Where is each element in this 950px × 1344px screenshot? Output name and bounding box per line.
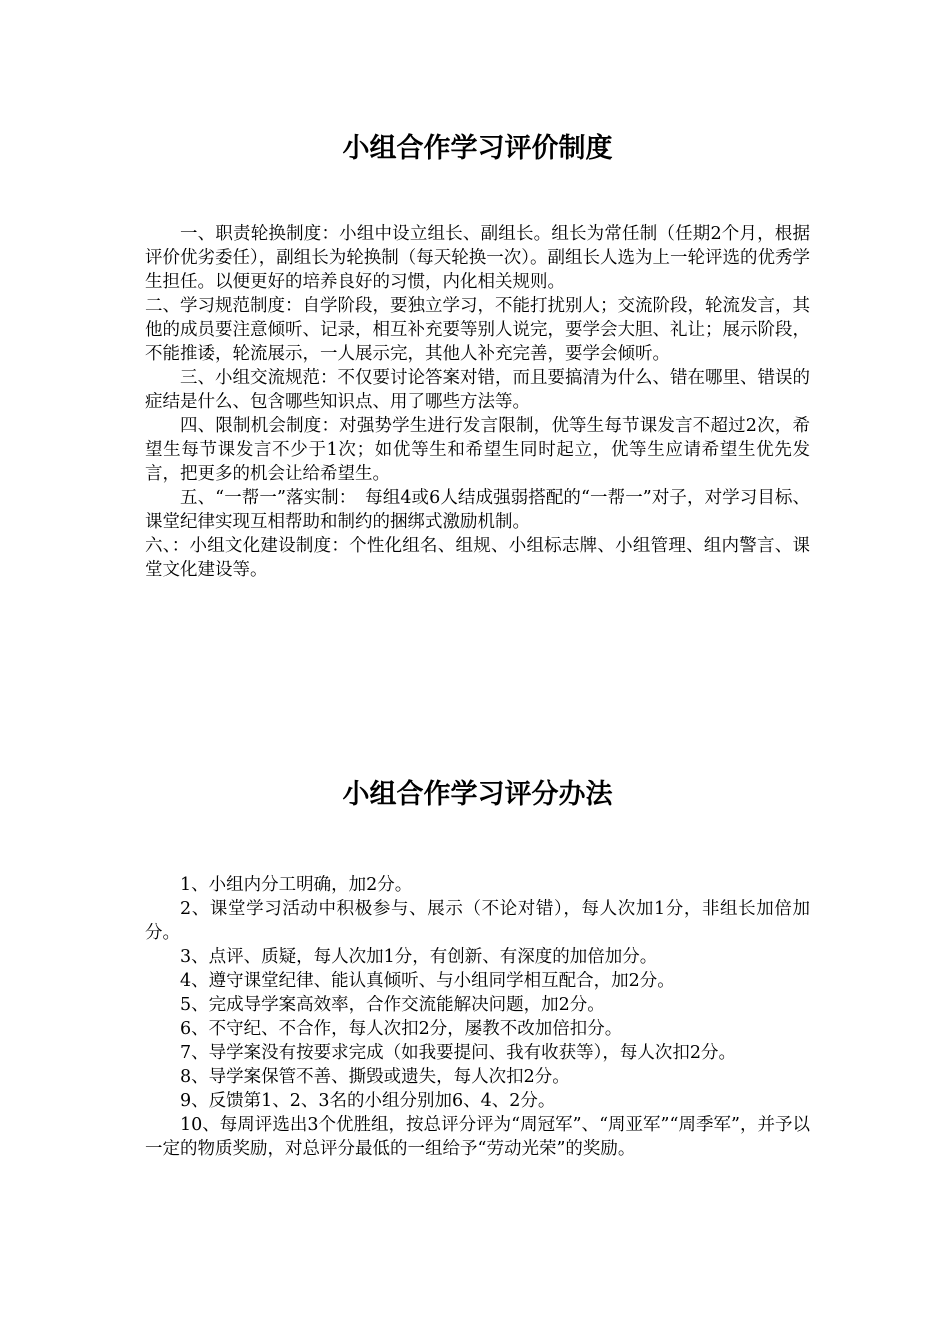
section-title-evaluation-system: 小组合作学习评价制度	[342, 133, 613, 164]
paragraph: 二、学习规范制度：自学阶段，要独立学习，不能打扰别人；交流阶段，轮流发言，其他的成员要注意倾听、记录，相互补充要等别人说完，要学会大胆、礼让；展示阶段，不能推诿，轮流展示，一人展示完，其他人补充完善，要学会倾听。	[145, 296, 810, 364]
list-item: 1、小组内分工明确，加2分。	[180, 875, 413, 895]
document-page	[145, 0, 810, 1344]
list-item: 9、反馈第1、2、3名的小组分别加6、4、2分。	[180, 1091, 556, 1111]
paragraph: 四、限制机会制度：对强势学生进行发言限制，优等生每节课发言不超过2次，希望生每节课发言不少于1次；如优等生和希望生同时起立，优等生应请希望生优先发言，把更多的机会让给希望生。	[145, 416, 810, 484]
paragraph: 三、小组交流规范：不仅要讨论答案对错，而且要搞清为什么、错在哪里、错误的症结是什么、包含哪些知识点、用了哪些方法等。	[145, 368, 810, 412]
paragraph: 六、：小组文化建设制度：个性化组名、组规、小组标志牌、小组管理、组内警言、课堂文化建设等。	[145, 536, 810, 580]
paragraph: 一、职责轮换制度：小组中设立组长、副组长。组长为常任制（任期2个月，根据评价优劣委任），副组长为轮换制（每天轮换一次）。副组长人选为上一轮评选的优秀学生担任。以便更好的培养良好的习惯，内化相关规则。	[145, 224, 810, 292]
list-item: 6、不守纪、不合作，每人次扣2分，屡教不改加倍扣分。	[180, 1019, 623, 1039]
list-item: 5、完成导学案高效率，合作交流能解决问题，加2分。	[180, 995, 605, 1015]
section-body-evaluation-system	[145, 222, 810, 582]
list-item: 10、每周评选出3个优胜组，按总评分评为“周冠军”、“周亚军”“周季军”，并予以一定的物质奖励，对总评分最低的一组给予“劳动光荣”的奖励。	[145, 1115, 810, 1159]
list-item: 3、点评、质疑，每人次加1分，有创新、有深度的加倍加分。	[180, 947, 658, 967]
paragraph: 五、“一帮一”落实制： 每组4或6人结成强弱搭配的“一帮一”对子，对学习目标、课堂纪律实现互相帮助和制约的捆绑式激励机制。	[145, 488, 810, 532]
section-title-scoring-method: 小组合作学习评分办法	[342, 779, 613, 810]
list-item: 4、遵守课堂纪律、能认真倾听、与小组同学相互配合，加2分。	[180, 971, 675, 991]
list-item: 2、课堂学习活动中积极参与、展示（不论对错），每人次加1分，非组长加倍加分。	[145, 899, 810, 943]
list-item: 8、导学案保管不善、撕毁或遗失，每人次扣2分。	[180, 1067, 570, 1087]
list-item: 7、导学案没有按要求完成（如我要提问、我有收获等），每人次扣2分。	[180, 1043, 737, 1063]
section-body-scoring-method	[145, 873, 810, 1161]
